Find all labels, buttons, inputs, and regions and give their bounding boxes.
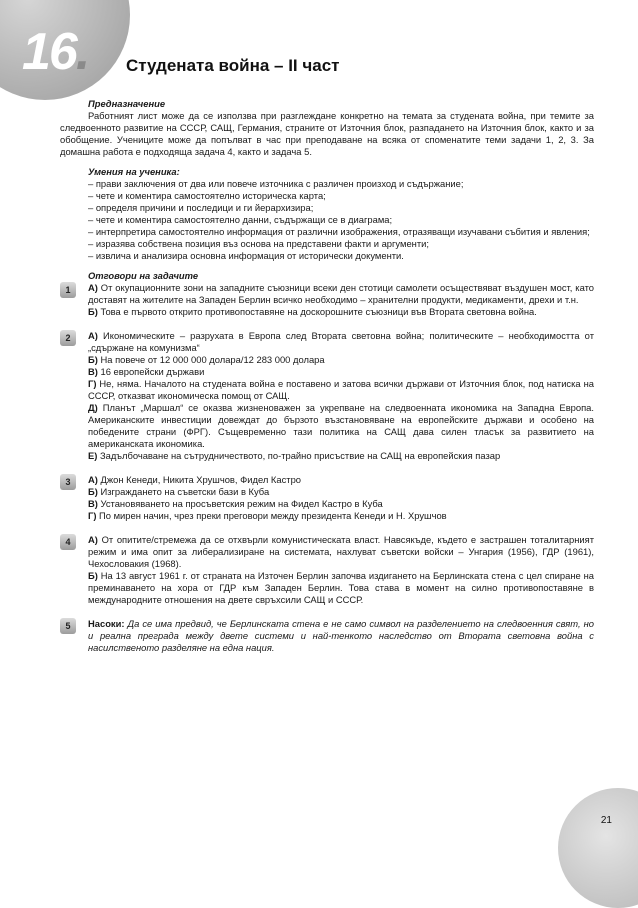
answer-line: Г) Не, няма. Началото на студената война е поставено и затова всички държави от Източния блок, под натиска на СССР, отказват икономическа помощ от САЩ. — [88, 378, 594, 401]
answer-line: А) От опитите/стремежа да се отхвърли комунистическата власт. Навсякъде, където е застрашен тоталитарният режим и има опит за либерализиране на системата, нахлуват съветски войски – Унгария (1956), ГДР (1961), Чехословакия (1968). — [88, 534, 594, 569]
answer-line: Б) На 13 август 1961 г. от страната на Източен Берлин започва издигането на Берлинската стена с цел спиране на преминаването на хора от ГДР към Западен Берлин. Това става в момент на силно противопоставяне в международните отношения на двете свръхсили САЩ и СССР. — [88, 570, 594, 605]
task-number-badge: 5 — [60, 618, 76, 634]
task-number-badge: 2 — [60, 330, 76, 346]
answer-line: А) Джон Кенеди, Никита Хрушчов, Фидел Кастро — [88, 474, 302, 485]
answer-line: А) От окупационните зони на западните съюзници всеки ден стотици самолети осъществяват въздушен мост, като доставят на жителите на Западен Берлин всичко необходимо – хранителни продукти, медикаменти, дрехи и т.н. — [88, 282, 594, 305]
skill-item: – определя причини и последици и ги йерархизира; — [88, 202, 314, 213]
task-number-badge: 1 — [60, 282, 76, 298]
task-1 — [60, 282, 594, 318]
answer-line: А) Икономическите – разрухата в Европа след Втората световна война; политическите – необходимостта от „сдържане на комунизма“ — [88, 330, 594, 353]
task-number-badge: 3 — [60, 474, 76, 490]
page-title: Студената война – II част — [126, 56, 340, 75]
answer-line: В) 16 европейски държави — [88, 366, 205, 377]
task-number-badge: 4 — [60, 534, 76, 550]
answer-line: Б) Това е първото открито противопоставяне на доскорошните съюзници във Втората световна война. — [88, 306, 537, 317]
worksheet-content — [60, 98, 594, 654]
task-4 — [60, 534, 594, 606]
task-2 — [60, 330, 594, 462]
answer-line: Насоки: Да се има предвид, че Берлинската стена е не само символ на разделението на следвоенния свят, но и реална преграда между двете системи и най-тенкото наследство от Втората световна война с насилственото разделяне на една нация. — [88, 618, 594, 653]
purpose-text: Работният лист може да се използва при разглеждане конкретно на темата за студената война, при темите за следвоенното развитие на СССР, САЩ, Германия, страните от Източния блок, разпадането на Източния блок, както и за обобщение. Учениците може да попълват в час при преподаване на всяка от споменатите теми задачи 1, 2, 3. За домашна работа е подходяща задача 4, както и задача 5. — [60, 110, 594, 157]
answer-line: В) Установяването на просъветския режим на Фидел Кастро в Куба — [88, 498, 383, 509]
answer-line: Б) Изграждането на съветски бази в Куба — [88, 486, 270, 497]
task-5 — [60, 618, 594, 654]
page-number: 21 — [600, 815, 612, 826]
skill-item: – чете и коментира самостоятелно историческа карта; — [88, 190, 326, 201]
answer-line: Г) По мирен начин, чрез преки преговори между президента Кенеди и Н. Хрушчов — [88, 510, 447, 521]
skill-item: – изразява собствена позиция въз основа на представени факти и аргументи; — [88, 238, 429, 249]
answer-line: Б) На повече от 12 000 000 долара/12 283 000 долара — [88, 354, 325, 365]
skill-item: – чете и коментира самостоятелно данни, съдържащи се в диаграма; — [88, 214, 393, 225]
skills-heading: Умения на ученика: — [88, 166, 180, 177]
skill-item: – интерпретира самостоятелно информация от различни изображения, отразяващи изучавани събития и явления; — [88, 226, 590, 237]
purpose-heading: Предназначение — [88, 98, 166, 109]
page-corner-circle — [558, 788, 638, 908]
answer-line: Д) Планът „Маршал“ се оказва жизненоважен за укрепване на следвоенната икономика на Западна Европа. Американските инвестиции довеждат до бързото възстановяване на европейските държави и особено на победените страни (ФРГ). Същевременно тази политика на САЩ дава силен тласък за развитието на американската икономика. — [88, 402, 594, 449]
skill-item: – извлича и анализира основна информация от исторически документи. — [88, 250, 404, 261]
chapter-number: 16. — [22, 23, 89, 81]
answer-line: Е) Задълбочаване на сътрудничеството, по-трайно присъствие на САЩ на европейския пазар — [88, 450, 501, 461]
task-3 — [60, 474, 594, 522]
skill-item: – прави заключения от два или повече източника с различен произход и съдържание; — [88, 178, 464, 189]
answers-heading: Отговори на задачите — [88, 270, 199, 281]
